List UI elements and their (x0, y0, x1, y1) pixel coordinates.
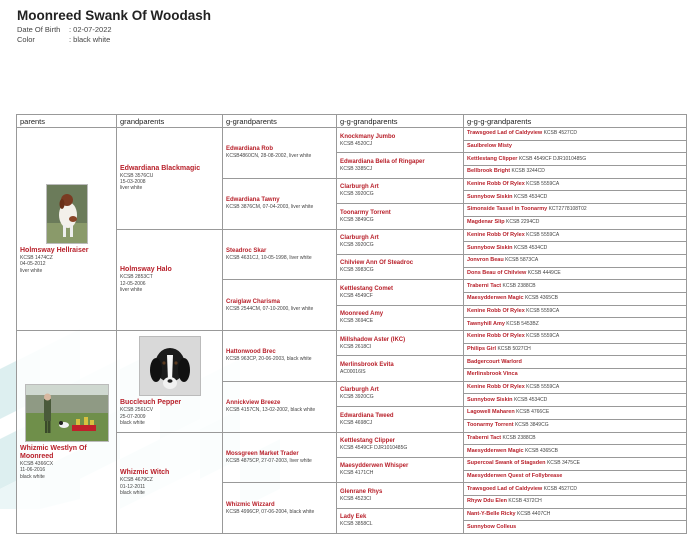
ggg-grandparent-cell (464, 216, 687, 229)
dog-detail: KCSB 4631CJ, 10-05-1998, liver white (226, 254, 312, 261)
registration-number: KCSB 3244CD (511, 168, 545, 175)
dog-name[interactable]: Kettlestang Comet (340, 285, 394, 292)
registration-number: KCSB 4449CE (527, 269, 561, 276)
registration-number: KCSB 4527CD (543, 485, 577, 492)
color-value: : black white (69, 35, 111, 44)
ggg-grandparent-cell (464, 407, 687, 420)
dog-name[interactable]: Maesydderwen Whisper (340, 463, 409, 470)
dog-name[interactable]: Sunnybow Siskin (467, 193, 513, 200)
registration-number: KCSB 2388CB (502, 434, 536, 441)
ggg-grandparent-cell (464, 356, 687, 369)
dog-name[interactable]: Whizmic Witch (120, 469, 170, 477)
dog-name[interactable]: Sunnybow Colleus (467, 523, 517, 530)
ggg-grandparent-cell (464, 457, 687, 470)
registration-number: KCSB 5559CA (526, 384, 560, 391)
g-grandparent-cell (223, 128, 337, 179)
dog-name[interactable]: Rhyw Ddu Elen (467, 498, 508, 505)
dog-name[interactable]: Tawnyhill Amy (467, 320, 505, 327)
dog-name[interactable]: Badgercourt Warlord (467, 358, 522, 365)
dog-name[interactable]: Craiglaw Charisma (226, 298, 281, 305)
ggg-grandparent-cell (464, 204, 687, 217)
dob-row (17, 25, 211, 35)
gg-grandparent-cell (337, 457, 464, 482)
gg-grandparent-cell (337, 356, 464, 381)
dog-detail: 01-12-2011 (120, 483, 146, 490)
registration-number: KCSB 4549CF DJR1010485G (518, 155, 587, 162)
dog-name[interactable]: Toonarmy Torrent (340, 209, 391, 216)
registration-number: KCSB 4534CD (513, 396, 548, 403)
dog-detail: KCSB 1474CZ (20, 255, 53, 262)
ggg-grandparent-cell (464, 254, 687, 267)
dog-name[interactable]: Kenine Robb Of Rylex (467, 181, 525, 188)
gg-grandparent-cell (337, 381, 464, 406)
gg-grandparent-cell (337, 204, 464, 229)
dog-name[interactable]: Lady Eek (340, 514, 367, 521)
parent-cell (17, 331, 117, 534)
g-grandparent-cell (223, 229, 337, 280)
ggg-grandparent-cell (464, 267, 687, 280)
g-grandparent-cell (223, 483, 337, 534)
dog-name[interactable]: Merlinsbrook Evita (340, 361, 394, 368)
dog-detail: black white (20, 473, 45, 480)
dog-photo-black-white (139, 336, 201, 396)
dog-name[interactable]: Edwardiana Bella of Ringaper (340, 158, 425, 165)
field-trial-photo (25, 384, 109, 442)
dog-detail: 11-06-2016 (20, 467, 46, 474)
dob-label: Date Of Birth (17, 25, 61, 34)
dog-detail: KCSB 4171CH (340, 470, 374, 477)
ggg-grandparent-cell (464, 495, 687, 508)
dog-name[interactable]: Kettlestang Clipper (340, 438, 396, 445)
dog-name[interactable]: Hattonwood Brec (226, 349, 276, 356)
dog-detail: KCSB 2853CT (120, 274, 153, 281)
dog-name[interactable]: Kenine Robb Of Rylex (467, 333, 525, 340)
registration-number: KCSB 4365CB (524, 447, 559, 454)
dog-detail: KCSB 3920CG (340, 191, 374, 198)
dog-name[interactable]: Magdenar Slip (467, 219, 505, 226)
header (17, 8, 211, 45)
dob-value: : 02-07-2022 (69, 25, 112, 34)
g-grandparent-cell (223, 178, 337, 229)
ggg-grandparent-cell (464, 445, 687, 458)
grandparent-cell (117, 229, 223, 331)
registration-number: KCSB 4534CD (513, 193, 548, 200)
ggg-grandparent-cell (464, 508, 687, 521)
dog-detail: KCSB 4875CP, 27-07-2003, liver white (226, 457, 312, 464)
dog-name[interactable]: Merlinsbrook Vinca (467, 371, 518, 378)
dog-detail: KCSB 4523CI (340, 495, 372, 502)
ggg-grandparent-cell (464, 419, 687, 432)
table-row (17, 331, 687, 344)
gg-grandparent-cell (337, 407, 464, 432)
ggg-grandparent-cell (464, 292, 687, 305)
registration-number: KCSB 4407CH (517, 510, 551, 517)
dog-detail: KCSB 4549CF DJR1010485G (340, 445, 408, 452)
dog-name[interactable]: Maesydderwen Magic (467, 295, 524, 302)
dog-name[interactable]: Lagowell Maharen (467, 409, 515, 416)
gg-grandparent-cell (337, 508, 464, 533)
dog-detail: KCSB 963CP, 20-06-2003, black white (226, 356, 312, 363)
dog-name[interactable]: Chilview Ann Of Steadroc (340, 260, 414, 267)
dog-name[interactable]: Supercoal Swank of Stagsden (467, 460, 546, 467)
dog-name[interactable]: Toonarmy Torrent (467, 422, 514, 429)
g-grandparent-cell (223, 432, 337, 483)
registration-number: KCSB 4365CB (524, 295, 559, 302)
dog-name[interactable]: Whizmic Westlyn Of Moonreed (20, 445, 87, 461)
dog-detail: KCSB 4157CN, 13-02-2002, black white (226, 407, 316, 414)
dog-name[interactable]: Millshadow Aster (IKC) (340, 336, 406, 343)
dog-detail: KCSB 4698CJ (340, 419, 373, 426)
dog-name[interactable]: Steadroc Skar (226, 247, 267, 254)
dog-name[interactable]: Dons Beau of Chilview (467, 269, 527, 276)
dog-name[interactable]: Trawsgoed Lad of Caldyview (467, 485, 543, 492)
dog-detail: KCSB 3858CL (340, 521, 373, 528)
dog-name[interactable]: Buccleuch Pepper (120, 399, 182, 407)
gg-grandparent-cell (337, 178, 464, 203)
gg-grandparent-cell (337, 305, 464, 330)
grandparent-cell (117, 331, 223, 433)
ggg-grandparent-cell (464, 229, 687, 242)
ggg-grandparent-cell (464, 318, 687, 331)
dog-detail: KCSB 3385CJ (340, 165, 373, 172)
registration-number: KCSB 5559CA (526, 333, 560, 340)
ggg-grandparent-cell (464, 140, 687, 153)
dog-name[interactable]: Holmsway Hellraiser (20, 247, 89, 255)
column-header-ggg-grandparents: g-g-g-grandparents (464, 115, 687, 128)
dog-name[interactable]: Edwardiana Blackmagic (120, 164, 201, 172)
dog-name[interactable]: Knockmany Jumbo (340, 133, 396, 140)
dog-name[interactable]: Annickview Breeze (226, 400, 281, 407)
dog-detail: KCSB 4549CF (340, 292, 373, 299)
dog-detail: black white (120, 489, 145, 496)
registration-number: KCSB 4766CE (516, 409, 550, 416)
registration-number: KCT2778108T02 (548, 206, 587, 213)
pedigree-table (16, 114, 687, 534)
gg-grandparent-cell (337, 280, 464, 305)
dog-detail: liver white (120, 185, 143, 192)
dog-name[interactable]: Clarburgh Art (340, 235, 379, 242)
dog-name[interactable]: Glenrane Rhys (340, 488, 383, 495)
registration-number: KCSB 5873CA (505, 257, 539, 264)
ggg-grandparent-cell (464, 128, 687, 141)
dog-name[interactable]: Kenine Robb Of Rylex (467, 307, 525, 314)
ggg-grandparent-cell (464, 331, 687, 344)
dog-name[interactable]: Saulbrelow Misty (467, 143, 512, 150)
dog-detail: KCSB 3920CG (340, 242, 374, 249)
parent-cell (17, 128, 117, 331)
dog-detail: KCSB 3920CG (340, 394, 374, 401)
dog-name[interactable]: Clarburgh Art (340, 184, 379, 191)
dog-name[interactable]: Moonreed Amy (340, 311, 384, 318)
dog-name[interactable]: Kettlestang Clipper (467, 155, 518, 162)
g-grandparent-cell (223, 331, 337, 382)
registration-number: KCSB 4534CD (513, 244, 548, 251)
dog-name[interactable]: Trawsgoed Lad of Caldyview (467, 130, 543, 137)
column-header-gg-grandparents: g-g-grandparents (337, 115, 464, 128)
header-row (17, 115, 687, 128)
ggg-grandparent-cell (464, 369, 687, 382)
ggg-grandparent-cell (464, 394, 687, 407)
dog-name[interactable]: Kenine Robb Of Rylex (467, 231, 525, 238)
grandparent-cell (117, 432, 223, 534)
dog-detail: KCSB 4679CZ (120, 477, 153, 484)
ggg-grandparent-cell (464, 521, 687, 534)
ggg-grandparent-cell (464, 305, 687, 318)
color-row (17, 35, 211, 45)
dog-detail: KCSB 4996CP, 07-06-2004, black white (226, 508, 315, 515)
dog-name[interactable]: Jonvron Beau (467, 257, 504, 264)
dog-detail: KCSB4860CN, 28-08-2002, liver white (226, 153, 312, 160)
registration-number: KCSB 5027CH (497, 346, 531, 353)
dog-name[interactable]: Sunnybow Siskin (467, 396, 513, 403)
gg-grandparent-cell (337, 254, 464, 279)
dog-detail: KCSB 4366CX (20, 461, 54, 468)
registration-number: KCSB 4372CH (508, 498, 542, 505)
registration-number: KCSB 3849CG (514, 422, 549, 429)
ggg-grandparent-cell (464, 153, 687, 166)
dog-detail: KCSB 3576CU (120, 172, 154, 179)
dog-name[interactable]: Kenine Robb Of Rylex (467, 384, 525, 391)
dog-detail: 12-05-2006 (120, 280, 146, 287)
registration-number: KCSB 5559CA (526, 307, 560, 314)
dog-name[interactable]: Clarburgh Art (340, 387, 379, 394)
registration-number: KCSB 3475CE (546, 460, 581, 467)
ggg-grandparent-cell (464, 343, 687, 356)
ggg-grandparent-cell (464, 191, 687, 204)
dog-detail: KCSB 2544CM, 07-10-2000, liver white (226, 305, 314, 312)
dog-name[interactable]: Maesydderwen Quest of Follybrease (467, 472, 563, 479)
ggg-grandparent-cell (464, 280, 687, 293)
dog-name[interactable]: Mossgreen Market Trader (226, 450, 299, 457)
ggg-grandparent-cell (464, 242, 687, 255)
dog-detail: liver white (20, 267, 43, 274)
registration-number: KCSB 5559CA (526, 231, 560, 238)
registration-number: KCSB 2294CD (505, 219, 540, 226)
dog-detail: KCSB 3849CG (340, 216, 374, 223)
gg-grandparent-cell (337, 483, 464, 508)
dog-name[interactable]: Traberni Tact (467, 434, 502, 441)
dog-name[interactable]: Edwardiana Tawny (226, 197, 280, 204)
table-row (17, 128, 687, 141)
table-row (17, 229, 687, 242)
gg-grandparent-cell (337, 229, 464, 254)
g-grandparent-cell (223, 381, 337, 432)
dog-detail: KCSB 3876CM, 07-04-2003, liver white (226, 204, 314, 211)
table-row (17, 432, 687, 445)
dog-detail: KCSB 2618CI (340, 343, 372, 350)
dog-name[interactable]: Nant-Y-Belle Ricky (467, 510, 516, 517)
dog-photo-liver-white (46, 184, 88, 244)
dog-name[interactable]: Simonside Tassel in Toonarmy (467, 206, 548, 213)
gg-grandparent-cell (337, 128, 464, 153)
dog-name[interactable]: Bellbrook Bright (467, 168, 511, 175)
grandparent-cell (117, 128, 223, 230)
dog-name[interactable]: Sunnybow Siskin (467, 244, 513, 251)
dog-detail: KCSB 4520CJ (340, 140, 373, 147)
dog-detail: 15-03-2008 (120, 179, 146, 186)
ggg-grandparent-cell (464, 470, 687, 483)
g-grandparent-cell (223, 280, 337, 331)
ggg-grandparent-cell (464, 381, 687, 394)
registration-number: KCSB 5453BZ (506, 320, 539, 327)
dog-name[interactable]: Edwardiana Rob (226, 146, 274, 153)
dog-detail: 04-05-2012 (20, 261, 46, 268)
dog-name[interactable]: Edwardiana Tweed (340, 412, 394, 419)
dog-detail: KCSB 2561CV (120, 407, 154, 414)
registration-number: KCSB 5559CA (526, 181, 560, 188)
dog-name[interactable]: Philips Girl (467, 346, 497, 353)
ggg-grandparent-cell (464, 432, 687, 445)
ggg-grandparent-cell (464, 483, 687, 496)
column-header-grandparents: grandparents (117, 115, 223, 128)
ggg-grandparent-cell (464, 166, 687, 179)
dog-name[interactable]: Maesydderwen Magic (467, 447, 524, 454)
gg-grandparent-cell (337, 331, 464, 356)
dog-detail: liver white (120, 286, 143, 293)
dog-name-title: Moonreed Swank Of Woodash (17, 8, 212, 23)
dog-name[interactable]: Whizmic Wizzard (226, 501, 275, 508)
dog-detail: KCSB 3983CG (340, 267, 374, 274)
column-header-g-grandparents: g-grandparents (223, 115, 337, 128)
dog-detail: black white (120, 419, 145, 426)
dog-name[interactable]: Holmsway Halo (120, 266, 172, 274)
dog-detail: AC00016IS (340, 368, 366, 375)
dog-detail: KCSB 3694CE (340, 318, 374, 325)
color-label: Color (17, 35, 35, 44)
ggg-grandparent-cell (464, 178, 687, 191)
dog-detail: 25-07-2009 (120, 413, 146, 420)
gg-grandparent-cell (337, 153, 464, 178)
registration-number: KCSB 4527CD (543, 130, 577, 137)
dog-name[interactable]: Traberni Tact (467, 282, 502, 289)
column-header-parents: parents (17, 115, 117, 128)
gg-grandparent-cell (337, 432, 464, 457)
registration-number: KCSB 2388CB (502, 282, 536, 289)
